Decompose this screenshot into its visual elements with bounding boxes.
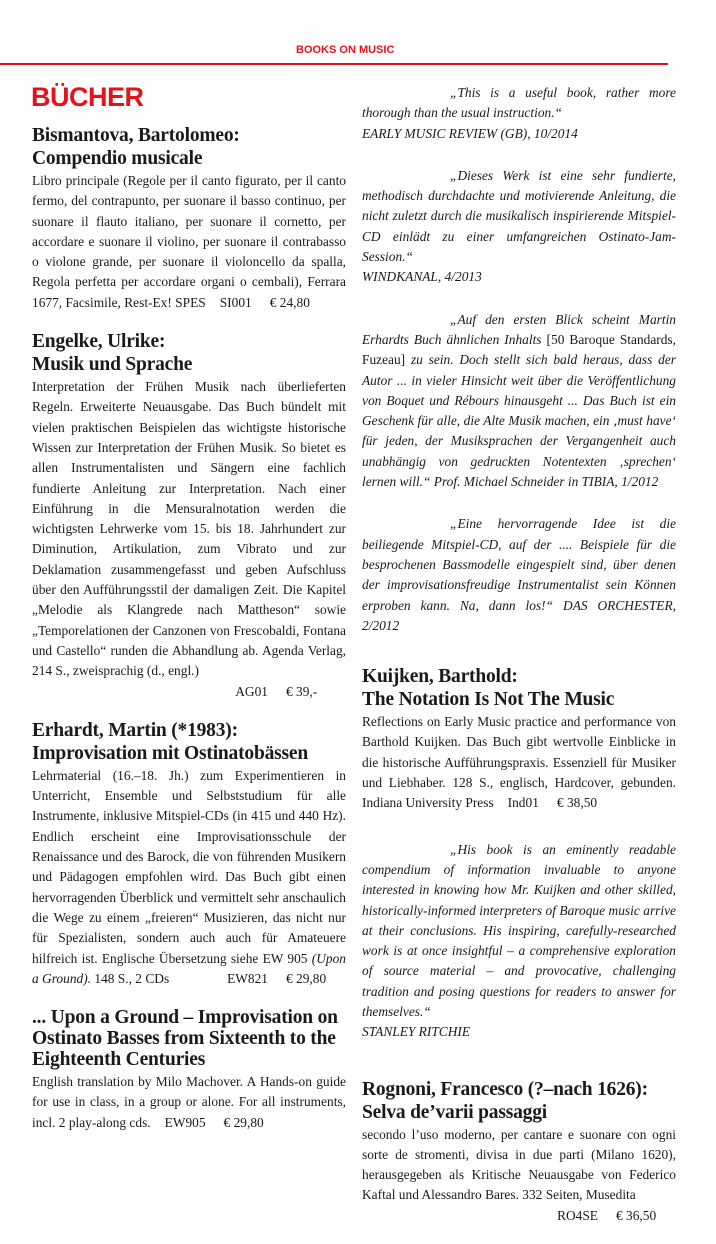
book-description <box>32 171 346 313</box>
review-quote: „Eine hervorragende Idee ist die beiliegende Mitspiel-CD, auf der .... Beispiele für die besprochenen Bassmodelle eingespielt sind, über denen der improvisationsfreudige Instrumentalist sein Können erproben kann. Na, dann los!“ DAS ORCHESTER, 2/2012 <box>362 516 676 633</box>
review-early-music-review <box>362 83 676 144</box>
page-title: BÜCHER <box>31 82 144 112</box>
book-entry-bismantova <box>32 125 346 313</box>
book-entry-rognoni <box>362 1079 676 1226</box>
review-tibia <box>362 310 676 493</box>
price: € 24,80 <box>269 294 310 310</box>
price: € 38,50 <box>556 795 598 811</box>
book-author: Erhardt, Martin (*1983): <box>32 719 238 741</box>
book-author: Kuijken, Barthold: <box>362 666 518 688</box>
section-label: BOOKS ON MUSIC <box>296 44 395 56</box>
book-author: Bismantova, Bartolomeo: <box>32 125 240 146</box>
book-entry-engelke <box>32 331 346 702</box>
review-quote <box>362 310 676 493</box>
left-column <box>32 125 346 1151</box>
book-entry-kuijken <box>362 666 676 813</box>
review-das-orchester <box>362 514 676 636</box>
review-stanley-ritchie <box>362 840 676 1043</box>
order-code: SI001 <box>219 294 252 310</box>
book-title: ... Upon a Ground – Improvisation on Ostinato Basses from Sixteenth to the Eighteenth Centuries <box>32 1007 338 1071</box>
order-code: EW905 <box>164 1114 206 1130</box>
header-rule <box>0 63 668 65</box>
quote-part: zu sein. Doch stellt sich bald heraus, dass der Autor ... in vieler Hinsicht weit über die Veröffentlichung von Boquet und Rébours hinausgeht ... Das Buch ist ein Geschenk für alle, die Alte Musik machen, ein ‚must have‘ für jeden, der Musiksprachen der Vergangenheit auch unabhängig von gedruckten Notentexten ‚sprechen‘ lernen will.“ Prof. Michael Schneider in TIBIA, 1/2012 <box>362 352 676 490</box>
book-description <box>362 712 676 813</box>
description-text: Libro principale (Regole per il canto figurato, per il canto fermo, del contrapunto, per suonare il basso continuo, per suonare il flauto italiano, per suonare il cornetto, per accordare e suonare il violino, per suonare il contrabasso o violone grande, per suonare il violoncello da spalla, Regola perfetta per accordare organi o cembali), Ferrara 1677, Facsimile, Rest-Ex! SPES <box>32 173 346 310</box>
right-column <box>362 83 676 1244</box>
book-title: Compendio musicale <box>32 148 203 169</box>
price: € 39,- <box>286 683 318 699</box>
description-text: Reflections on Early Music practice and performance von Barthold Kuijken. Das Buch gibt wertvolle Einblicke in die historische Aufführungspraxis. Essenziell für Musiker und Liebhaber. 128 S., englisch, Hardcover, gebunden. Indiana University Press <box>362 714 676 811</box>
book-title: Selva de’varii passaggi <box>362 1101 547 1123</box>
order-code: AG01 <box>235 683 268 699</box>
price: € 29,80 <box>286 970 327 986</box>
order-code: RO4SE <box>557 1207 598 1223</box>
book-title: Improvisation mit Ostinatobässen <box>32 742 309 764</box>
book-entry-erhardt <box>32 720 346 989</box>
book-description: Interpretation der Frühen Musik nach überlieferten Regeln. Erweiterte Neuausgabe. Das Buch bündelt mit vielen praktischen Beispielen das wichtigste historische Wissen zur Interpretation der Frühen Musik. So bietet es allen Instrumentalisten und Sängern eine fachlich fundierte Anleitung zur Interpretation. Nach einer Einführung in die Mensuralnotation werden die wichtigsten Lehrwerke vom 15. bis 18. Jahrhundert zur Diminution, Artikulation, zum Vibrato und zur Deklamation zusammengefasst und geben Aufschluss über den Aufführungsstil der damaligen Zeit. Die Kapitel „Melodie als Klangrede nach Mattheson“ sowie „Temporelationen der Canzonen von Frescobaldi, Fontana und Castello“ runden die Abhandlung ab. Agenda Verlag, 214 S., zweisprachig (d., engl.) <box>32 379 346 679</box>
price: € 36,50 <box>616 1207 657 1223</box>
book-entry-upon-a-ground <box>32 1007 346 1133</box>
review-quote: „This is a useful book, rather more thorough than the usual instruction.“ <box>362 85 676 121</box>
cross-reference: (Upon a Ground). <box>32 950 346 986</box>
description-text: Lehrmaterial (16.–18. Jh.) zum Experimentieren in Unterricht, Ensemble und Selbststudium für alle Instrumente, inklusive Mitspiel-CDs (in 415 und 440 Hz). Endlich erscheint eine Improvisationsschule der Renaissance und des Barock, die von führenden Musikern und Pädagogen empfohlen wird. Das Buch gibt einen hervorragenden Überblick und vermittelt sehr anschaulich die Wege zu einem „freieren“ Musizieren, das nicht nur für Spezialisten, sondern auch auch für Amateuere hilfreich ist. Englische Übersetzung siehe EW 905 <box>32 767 346 966</box>
quote-part: „Auf den ersten Blick scheint Martin Erhardts Buch ähnlichen Inhalts <box>362 311 676 347</box>
review-windkanal <box>362 166 676 288</box>
order-line <box>32 682 346 702</box>
quote-reference: [50 Baroque Standards, Fuzeau] <box>362 331 676 368</box>
review-quote: „Dieses Werk ist eine sehr fundierte, methodisch durchdachte und motivierende Anleitung, die nicht zuletzt durch die musikalisch inspirierende Mitspiel-CD einlädt zu einer umfangreichen Ostinato-Jam-Session.“ <box>362 167 676 265</box>
price: € 29,80 <box>223 1114 264 1130</box>
review-source: WINDKANAL, 4/2013 <box>362 269 482 285</box>
book-description: secondo l’uso moderno, per cantare e suonare con ogni sorte de stromenti, divisa in due parti (Milano 1620), herausgegeben als Kritische Neuausgabe von Federico Kaftal und Alessandro Bares. 332 Seiten, Musedita <box>362 1126 676 1203</box>
book-author: Engelke, Ulrike: <box>32 331 166 353</box>
review-source: STANLEY RITCHIE <box>362 1024 471 1040</box>
review-source: EARLY MUSIC REVIEW (GB), 10/2014 <box>362 125 578 141</box>
book-author: Rognoni, Francesco (?–nach 1626): <box>362 1078 648 1100</box>
book-description <box>32 1072 346 1133</box>
order-line <box>362 1206 676 1226</box>
description-tail: 148 S., 2 CDs <box>94 970 170 986</box>
book-title: Musik und Sprache <box>32 354 193 376</box>
order-code: Ind01 <box>507 795 539 811</box>
book-description <box>32 766 346 989</box>
order-code: EW821 <box>227 970 268 986</box>
description-text: English translation by Milo Machover. A Hands-on guide for use in class, in a group or alone. For all instruments, incl. 2 play-along cds. <box>32 1074 346 1130</box>
review-quote: „His book is an eminently readable compendium of information invaluable to anyone interested in knowing how Mr. Kuijken and other skilled, historically-informed interpreters of Baroque music arrive at their conclusions. His inspiring, carefully-researched work is at once insightful – a comprehensive exploration of source material – and provocative, challenging tradition and posing questions for readers to answer for themselves.“ <box>362 841 676 1019</box>
book-title: The Notation Is Not The Music <box>362 689 615 711</box>
